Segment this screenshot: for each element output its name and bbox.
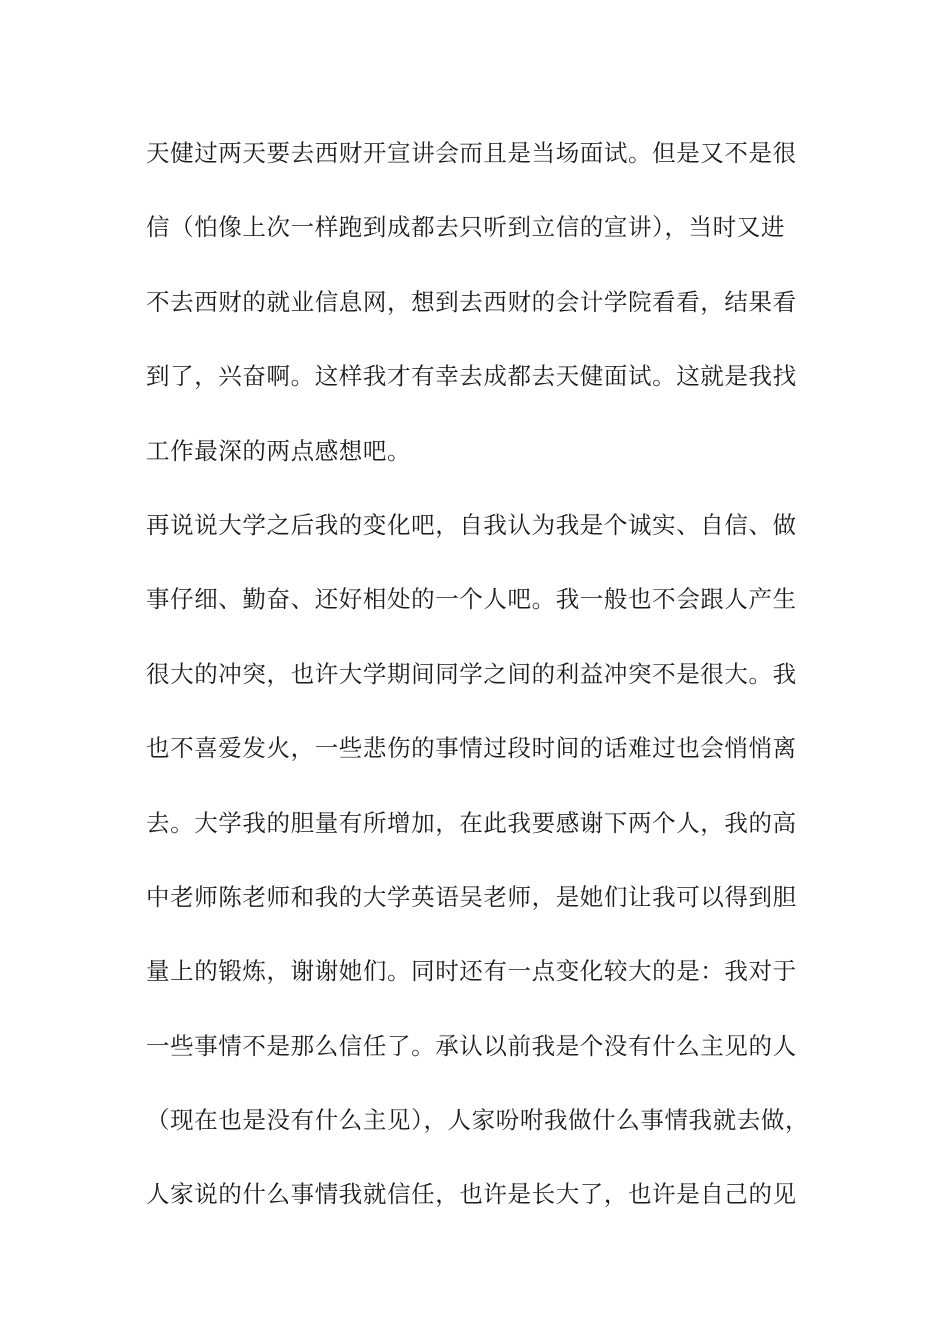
text-line: 事仔细、勤奋、还好相处的一个人吧。我一般也不会跟人产生 — [146, 585, 797, 614]
text-line: 不去西财的就业信息网，想到去西财的会计学院看看，结果看 — [146, 287, 797, 316]
text-line: 也不喜爱发火，一些悲伤的事情过段时间的话难过也会悄悄离 — [146, 734, 797, 763]
text-line: 信（怕像上次一样跑到成都去只听到立信的宣讲），当时又进 — [146, 213, 785, 242]
body-text — [146, 132, 816, 1248]
text-line: 去。大学我的胆量有所增加，在此我要感谢下两个人，我的高 — [146, 808, 797, 837]
text-line: 工作最深的两点感想吧。 — [146, 436, 412, 465]
text-line: 天健过两天要去西财开宣讲会而且是当场面试。但是又不是很 — [146, 139, 797, 167]
text-line: 量上的锻炼，谢谢她们。同时还有一点变化较大的是：我对于 — [146, 957, 797, 986]
text-line: 再说说大学之后我的变化吧，自我认为我是个诚实、自信、做 — [146, 510, 797, 539]
text-line: 人家说的什么事情我就信任，也许是长大了，也许是自己的见 — [146, 1180, 797, 1209]
text-line: （现在也是没有什么主见），人家吩咐我做什么事情我就去做， — [146, 1106, 810, 1135]
text-line: 到了，兴奋啊。这样我才有幸去成都去天健面试。这就是我找 — [146, 362, 797, 391]
text-line: 很大的冲突，也许大学期间同学之间的利益冲突不是很大。我 — [146, 659, 797, 688]
text-line: 中老师陈老师和我的大学英语吴老师，是她们让我可以得到胆 — [146, 882, 797, 911]
text-line: 一些事情不是那么信任了。承认以前我是个没有什么主见的人 — [146, 1031, 797, 1060]
